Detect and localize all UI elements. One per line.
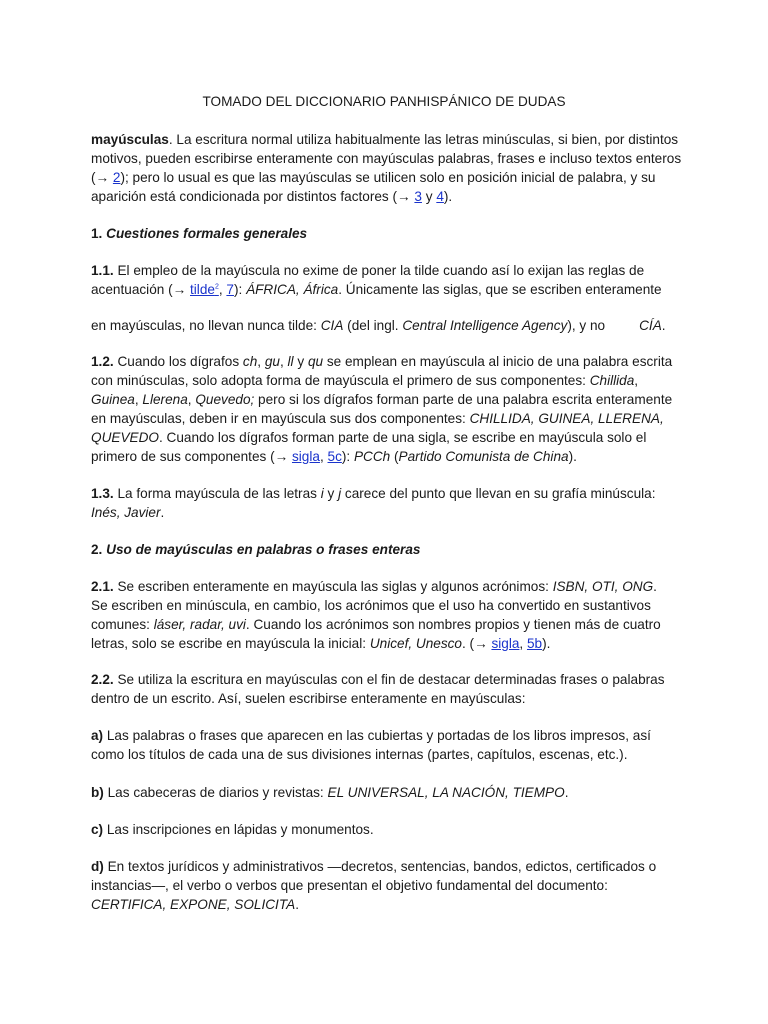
example-text: Unicef, Unesco: [369, 636, 462, 651]
paragraph-1-3: [91, 484, 681, 522]
paragraph-text: ,: [187, 392, 196, 407]
example-text: ch: [242, 354, 258, 369]
list-text: Las cabeceras de diarios y revistas:: [103, 785, 328, 800]
paragraph-text: . Cuando los dígrafos forman parte de una sigla, se escribe en mayúscula solo el primero de sus componentes (→: [91, 430, 647, 464]
list-item-b: [91, 783, 691, 802]
paragraph-number: 1.3.: [91, 486, 114, 501]
example-text: Partido Comunista de China: [398, 449, 569, 464]
paragraph-text: pero si los dígrafos forman parte de una palabra escrita enteramente en mayúsculas, deben ir en mayúscula sus dos componentes:: [91, 392, 673, 426]
section-heading-2: [91, 540, 691, 559]
paragraph-text: .: [661, 318, 666, 333]
link-7[interactable]: 7: [226, 282, 234, 297]
intro-text: ).: [443, 189, 453, 204]
paragraph-1-2: [91, 352, 686, 466]
example-text: CÍA: [639, 318, 662, 333]
heading-number: 1.: [91, 226, 103, 241]
section-heading-1: [91, 224, 691, 243]
example-text: Guinea: [91, 392, 135, 407]
example-text: Inés, Javier: [91, 505, 161, 520]
paragraph-text: ,: [134, 392, 143, 407]
link-sigla[interactable]: sigla: [291, 449, 320, 464]
paragraph-number: 1.2.: [91, 354, 114, 369]
intro-text: y: [421, 189, 437, 204]
list-text: .: [295, 897, 299, 912]
paragraph-text: y: [293, 354, 308, 369]
paragraph-text: . (→: [462, 636, 492, 651]
link-text: tilde: [190, 282, 215, 297]
example-text: Quevedo;: [195, 392, 255, 407]
paragraph-text: ,: [634, 373, 639, 388]
intro-paragraph: [91, 130, 691, 206]
list-item-c: [91, 820, 691, 839]
example-text: Central Intelligence Agency: [402, 318, 568, 333]
paragraph-text: ).: [568, 449, 577, 464]
document-title: TOMADO DEL DICCIONARIO PANHISPÁNICO DE DUDAS: [202, 94, 566, 109]
paragraph-text: se emplean en mayúscula al inicio de una palabra escrita con minúsculas, solo adopta forma de mayúscula el primero de sus componentes:: [91, 354, 673, 388]
paragraph-text: . Cuando los acrónimos son nombres propios y tienen más de cuatro letras, solo se escribe en mayúscula la inicial:: [91, 617, 661, 651]
entry-term: mayúsculas: [91, 132, 169, 147]
example-text: CHILLIDA, GUINEA, LLERENA, QUEVEDO: [91, 411, 664, 445]
example-text: CERTIFICA, EXPONE, SOLICITA: [91, 897, 296, 912]
superscript: 2: [214, 283, 219, 291]
paragraph-2-1: [91, 577, 676, 653]
paragraph-text: Se utiliza la escritura en mayúsculas con el fin de destacar determinadas frases o palabras dentro de un escrito. Así, suelen escribirse enteramente en mayúsculas:: [91, 672, 665, 706]
paragraph-text: ,: [218, 282, 227, 297]
list-item-d: [91, 857, 676, 914]
paragraph-text: El empleo de la mayúscula no exime de poner la tilde cuando así lo exijan las reglas de acentuación (→: [91, 263, 645, 297]
list-label: a): [91, 728, 104, 743]
paragraph-text: La forma mayúscula de las letras: [113, 486, 321, 501]
link-section-2[interactable]: 2: [112, 170, 121, 185]
list-label: d): [91, 859, 104, 874]
heading-text: Uso de mayúsculas en palabras o frases enteras: [106, 542, 421, 557]
paragraph-text: . Únicamente las siglas, que se escriben enteramente: [338, 282, 662, 297]
paragraph-text: y: [323, 486, 339, 501]
paragraph-text: carece del punto que llevan en su grafía minúscula:: [341, 486, 656, 501]
paragraph-text: . Se escriben en minúscula, en cambio, los acrónimos que el uso ha convertido en sustantivos comunes:: [91, 579, 657, 632]
link-5c[interactable]: 5c: [327, 449, 342, 464]
heading-number: 2.: [91, 542, 103, 557]
paragraph-text: ,: [519, 636, 527, 651]
paragraph-1-1: [91, 261, 691, 299]
paragraph-number: 2.2.: [91, 672, 114, 687]
intro-text: ); pero lo usual es que las mayúsculas se utilicen solo en posición inicial de palabra, y su aparición está condicionada por distintos factores (→: [91, 170, 656, 204]
paragraph-text: (del ingl.: [343, 318, 403, 333]
heading-text: Cuestiones formales generales: [106, 226, 308, 241]
link-section-4[interactable]: 4: [436, 189, 444, 204]
example-text: ÁFRICA, África: [246, 282, 339, 297]
paragraph-number: 1.1.: [91, 263, 114, 278]
paragraph-text: Cuando los dígrafos: [113, 354, 243, 369]
example-text: ISBN, OTI, ONG: [552, 579, 654, 594]
paragraph-text: ,: [319, 449, 328, 464]
example-text: EL UNIVERSAL, LA NACIÓN, TIEMPO: [327, 785, 565, 800]
paragraph-text: ,: [257, 354, 265, 369]
example-text: i: [320, 486, 324, 501]
link-sigla[interactable]: sigla: [491, 636, 520, 651]
example-text: PCCh: [353, 449, 391, 464]
paragraph-text: ,: [279, 354, 288, 369]
link-5b[interactable]: 5b: [526, 636, 543, 651]
list-label: b): [91, 785, 104, 800]
link-tilde[interactable]: [190, 282, 219, 297]
paragraph-text: ), y no: [567, 318, 606, 333]
list-text: Las inscripciones en lápidas y monumentos.: [103, 822, 374, 837]
paragraph-1-1-continued: [91, 316, 711, 335]
paragraph-2-2: [91, 670, 676, 708]
paragraph-text: Se escriben enteramente en mayúscula las siglas y algunos acrónimos:: [113, 579, 553, 594]
list-text: En textos jurídicos y administrativos —decretos, sentencias, bandos, edictos, certificados o instancias—, el verbo o verbos que presentan el objetivo fundamental del documento:: [91, 859, 657, 893]
example-text: Chillida: [589, 373, 635, 388]
example-text: láser, radar, uvi: [153, 617, 246, 632]
list-text: .: [564, 785, 569, 800]
paragraph-text: (: [390, 449, 399, 464]
example-text: CIA: [320, 318, 344, 333]
paragraph-text: ):: [341, 449, 354, 464]
list-item-a: [91, 726, 661, 764]
example-text: gu: [264, 354, 280, 369]
example-text: qu: [307, 354, 324, 369]
list-text: Las palabras o frases que aparecen en las cubiertas y portadas de los libros impresos, así como los títulos de cada una de sus divisiones internas (partes, capítulos, escenas, etc.).: [91, 728, 651, 762]
link-section-3[interactable]: 3: [414, 189, 422, 204]
intro-text: . La escritura normal utiliza habitualmente las letras minúsculas, si bien, por distintos motivos, pueden escribirse enteramente con mayúsculas palabras, frases e incluso textos enteros (→: [91, 132, 682, 185]
paragraph-number: 2.1.: [91, 579, 114, 594]
example-text: j: [338, 486, 342, 501]
example-text: ll: [287, 354, 294, 369]
paragraph-text: .: [160, 505, 165, 520]
example-text: Llerena: [142, 392, 188, 407]
paragraph-text: en mayúsculas, no llevan nunca tilde:: [91, 318, 321, 333]
paragraph-text: ):: [233, 282, 247, 297]
list-label: c): [91, 822, 104, 837]
paragraph-text: ).: [542, 636, 551, 651]
